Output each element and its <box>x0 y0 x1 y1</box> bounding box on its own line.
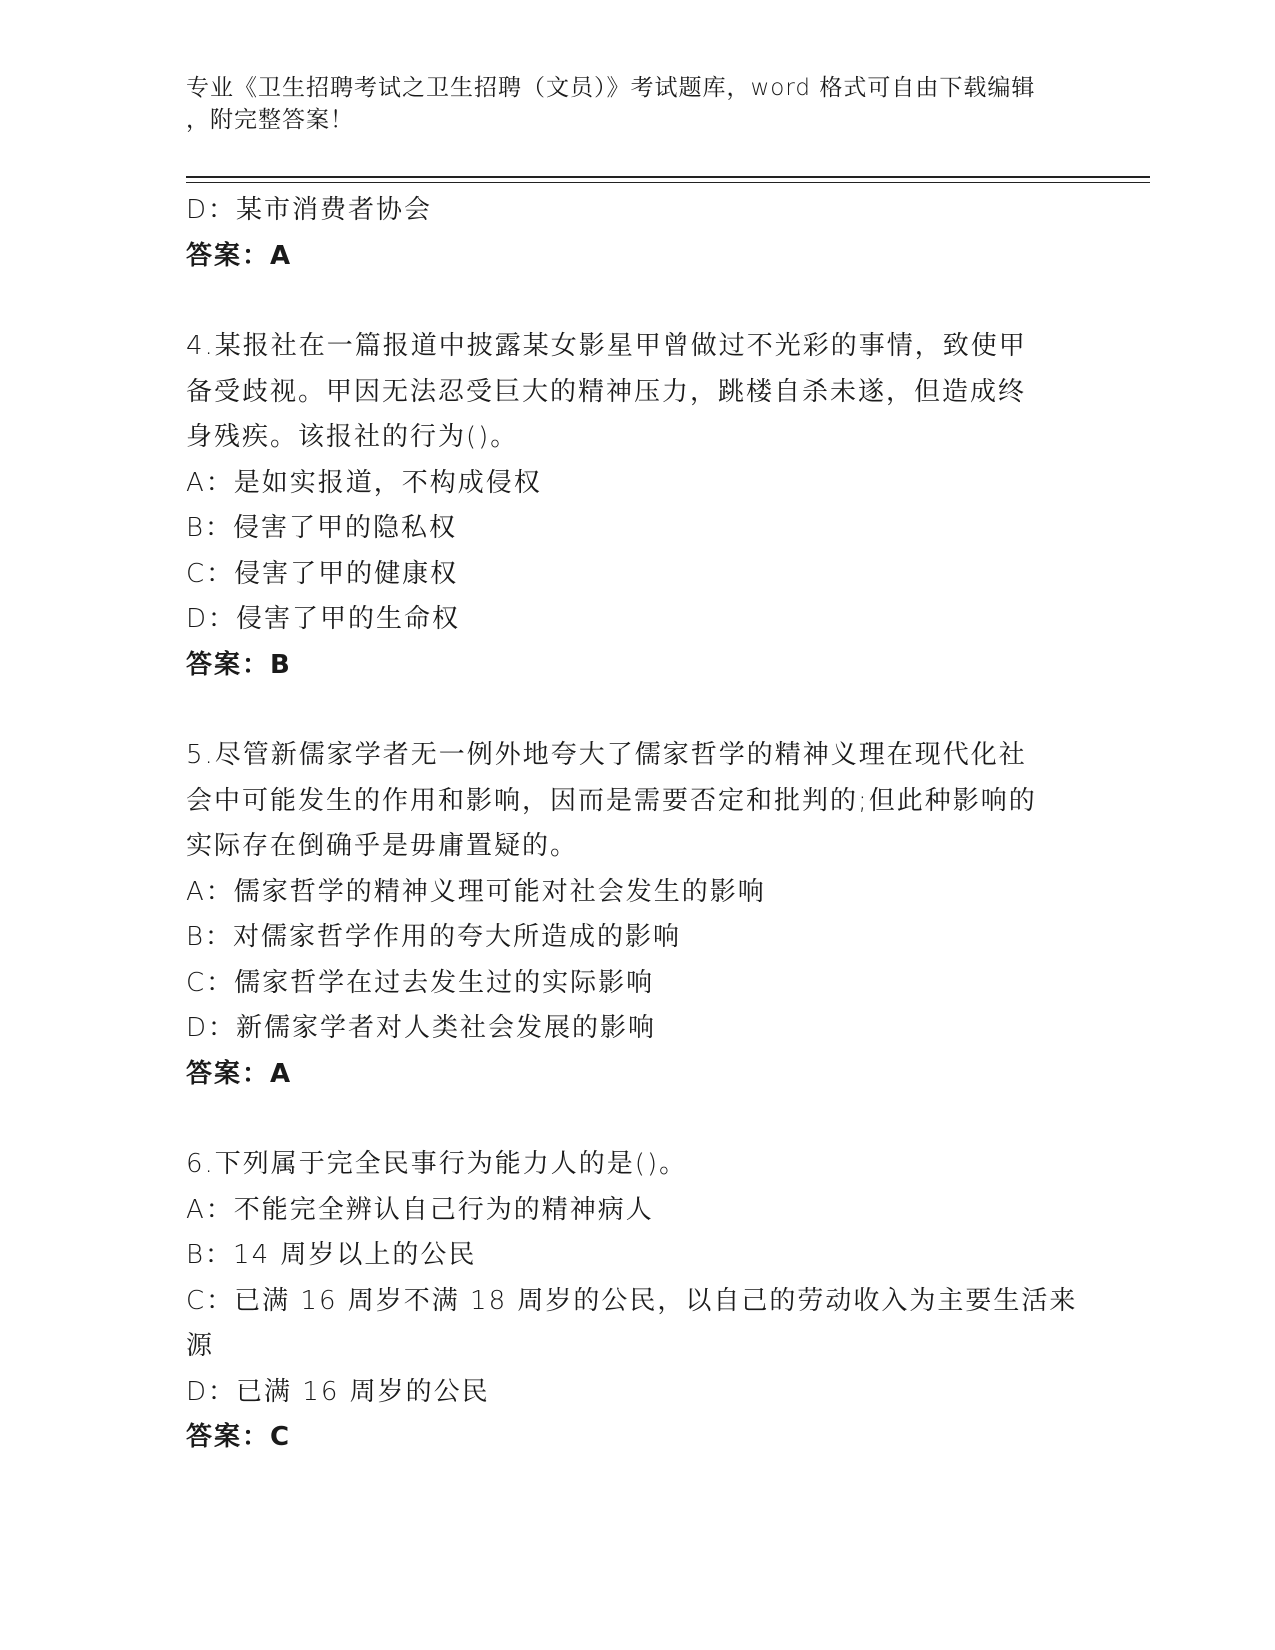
question-3 <box>186 188 1086 279</box>
question-text-line: 实际存在倒确乎是毋庸置疑的。 <box>186 831 579 861</box>
option-d: D：某市消费者协会 <box>186 195 433 225</box>
question-text-line: 6.下列属于完全民事行为能力人的是()。 <box>186 1149 688 1179</box>
question-text-line: 身残疾。该报社的行为()。 <box>186 422 519 452</box>
question-text-line: 会中可能发生的作用和影响，因而是需要否定和批判的;但此种影响的 <box>186 785 1037 816</box>
option-d: D：已满 16 周岁的公民 <box>186 1376 490 1407</box>
question-text-line: 5.尽管新儒家学者无一例外地夸大了儒家哲学的精神义理在现代化社 <box>186 740 1027 770</box>
question-text-line: 4.某报社在一篇报道中披露某女影星甲曾做过不光彩的事情，致使甲 <box>186 331 1027 361</box>
question-6 <box>186 1142 1086 1461</box>
answer: 答案：B <box>186 649 292 680</box>
option-d: D：新儒家学者对人类社会发展的影响 <box>186 1013 657 1043</box>
question-list <box>186 188 1086 1461</box>
header-line-1: 专业《卫生招聘考试之卫生招聘（文员）》考试题库，word 格式可自由下载编辑 <box>186 75 1036 101</box>
option-c-continued: 源 <box>186 1331 215 1361</box>
option-c: C：已满 16 周岁不满 18 周岁的公民，以自己的劳动收入为主要生活来 <box>186 1285 1078 1316</box>
header-line-2: ，附完整答案！ <box>186 107 354 133</box>
document-header <box>186 72 1076 136</box>
header-divider-thick <box>186 176 1150 178</box>
option-a: A：不能完全辨认自己行为的精神病人 <box>186 1194 654 1225</box>
option-a: A：是如实报道，不构成侵权 <box>186 467 542 498</box>
question-5 <box>186 733 1086 1097</box>
option-b: B：对儒家哲学作用的夸大所造成的影响 <box>186 922 682 952</box>
option-a: A：儒家哲学的精神义理可能对社会发生的影响 <box>186 876 766 907</box>
option-c: C：侵害了甲的健康权 <box>186 558 459 589</box>
answer: 答案：A <box>186 1058 293 1089</box>
option-b: B：14 周岁以上的公民 <box>186 1240 477 1270</box>
header-divider-thin <box>186 182 1150 183</box>
answer: 答案：C <box>186 1422 292 1452</box>
question-4 <box>186 324 1086 688</box>
option-b: B：侵害了甲的隐私权 <box>186 513 458 543</box>
option-c: C：儒家哲学在过去发生过的实际影响 <box>186 967 655 998</box>
answer: 答案：A <box>186 240 293 271</box>
question-text-line: 备受歧视。甲因无法忍受巨大的精神压力，跳楼自杀未遂，但造成终 <box>186 376 1027 407</box>
option-d: D：侵害了甲的生命权 <box>186 604 461 634</box>
